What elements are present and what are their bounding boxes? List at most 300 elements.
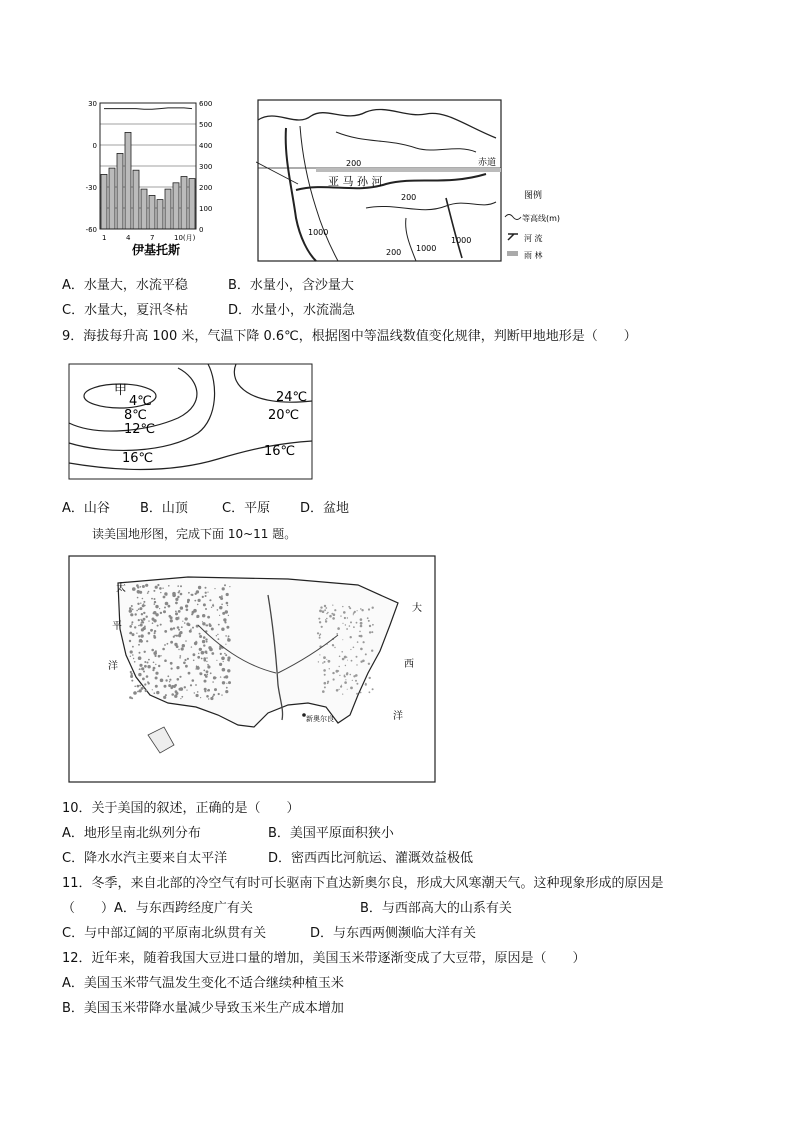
terrain-dot — [221, 595, 223, 597]
terrain-dot — [181, 696, 183, 698]
q9-option-b[interactable]: B．山顶 — [140, 501, 188, 516]
terrain-dot — [139, 607, 142, 610]
terrain-dot — [218, 693, 220, 695]
q10-option-b[interactable]: B．美国平原面积狭小 — [268, 826, 394, 841]
terrain-dot — [328, 660, 331, 663]
terrain-dot — [350, 687, 353, 690]
terrain-dot — [197, 604, 199, 606]
terrain-dot — [143, 687, 145, 689]
label-12c: 12℃ — [124, 422, 156, 437]
terrain-dot — [207, 674, 209, 676]
terrain-dot — [202, 622, 205, 625]
q10-option-a[interactable]: A．地形呈南北纵列分布 — [62, 826, 201, 841]
terrain-dot — [130, 675, 133, 678]
terrain-dot — [222, 612, 225, 615]
terrain-dot — [151, 598, 153, 600]
terrain-dot — [207, 690, 208, 691]
q11-option-a[interactable]: A．与东西跨经度广有关 — [114, 901, 253, 916]
terrain-dot — [319, 610, 322, 613]
y-right-tick: 200 — [199, 184, 213, 192]
terrain-dot — [169, 679, 171, 681]
q9-option-d[interactable]: D．盆地 — [300, 501, 350, 516]
terrain-dot — [162, 588, 163, 589]
precip-bar — [125, 132, 131, 229]
terrain-dot — [192, 627, 194, 629]
terrain-dot — [322, 610, 325, 613]
terrain-dot — [342, 606, 343, 607]
terrain-dot — [220, 597, 223, 600]
terrain-dot — [198, 599, 201, 602]
terrain-dot — [133, 691, 137, 695]
terrain-dot — [155, 672, 158, 675]
terrain-dot — [220, 653, 222, 655]
terrain-dot — [131, 605, 133, 607]
terrain-dot — [143, 627, 146, 630]
terrain-dot — [171, 685, 174, 688]
terrain-dot — [153, 612, 155, 614]
terrain-dot — [369, 631, 371, 633]
terrain-dot — [203, 644, 205, 646]
terrain-dot — [164, 685, 167, 688]
terrain-dot — [143, 612, 145, 614]
terrain-dot — [153, 619, 156, 622]
precip-bar — [133, 170, 139, 229]
y-left-tick: -60 — [85, 226, 97, 234]
terrain-dot — [353, 614, 354, 615]
terrain-dot — [196, 615, 199, 618]
terrain-dot — [215, 677, 216, 678]
terrain-dot — [165, 679, 167, 681]
amazon-map — [256, 98, 566, 268]
terrain-dot — [365, 653, 367, 655]
terrain-dot — [133, 658, 134, 659]
terrain-dot — [324, 661, 326, 663]
terrain-dot — [347, 689, 348, 690]
terrain-dot — [176, 693, 178, 695]
terrain-dot — [151, 649, 154, 652]
terrain-dot — [132, 633, 135, 636]
terrain-dot — [180, 593, 183, 596]
terrain-dot — [228, 638, 229, 639]
q8-option-c[interactable]: C．水量大，夏汛冬枯 — [62, 303, 189, 318]
terrain-dot — [198, 653, 199, 654]
terrain-dot — [221, 628, 224, 631]
terrain-dot — [205, 675, 208, 678]
terrain-dot — [336, 633, 338, 635]
terrain-dot — [225, 690, 228, 693]
terrain-dot — [171, 668, 173, 670]
terrain-dot — [194, 600, 196, 602]
terrain-dot — [360, 608, 362, 610]
terrain-dot — [143, 671, 145, 673]
terrain-dot — [322, 662, 324, 664]
x-tick: 4 — [126, 234, 131, 242]
terrain-dot — [332, 613, 334, 615]
terrain-dot — [342, 694, 343, 695]
terrain-dot — [211, 652, 214, 655]
terrain-dot — [139, 685, 141, 687]
legend-item-river: 河 流 — [524, 234, 543, 243]
terrain-dot — [221, 606, 223, 608]
terrain-dot — [185, 605, 188, 608]
terrain-dot — [202, 640, 205, 643]
y-right-tick: 400 — [199, 142, 213, 150]
isotherm-figure — [68, 363, 314, 481]
terrain-dot — [352, 680, 353, 681]
terrain-dot — [157, 625, 159, 627]
terrain-dot — [324, 682, 327, 685]
terrain-dot — [372, 688, 374, 690]
terrain-dot — [356, 664, 357, 665]
terrain-dot — [325, 619, 326, 620]
precip-bar — [173, 183, 179, 229]
terrain-dot — [194, 642, 197, 645]
terrain-dot — [142, 598, 144, 600]
precip-bar — [109, 168, 115, 229]
terrain-dot — [225, 675, 228, 678]
terrain-dot — [137, 590, 140, 593]
terrain-dot — [203, 670, 205, 672]
precip-bar — [189, 179, 195, 229]
terrain-dot — [340, 686, 342, 688]
terrain-dot — [325, 607, 327, 609]
terrain-dot — [224, 584, 226, 586]
terrain-dot — [154, 632, 156, 634]
terrain-dot — [346, 673, 348, 675]
terrain-dot — [347, 617, 348, 618]
terrain-dot — [148, 659, 150, 661]
terrain-dot — [368, 620, 370, 622]
terrain-dot — [171, 693, 174, 696]
equator-hatch — [316, 168, 501, 172]
terrain-dot — [350, 674, 352, 676]
terrain-dot — [183, 662, 186, 665]
terrain-dot — [186, 609, 189, 612]
label-20c: 20℃ — [268, 408, 300, 423]
amazon-map-svg — [256, 98, 566, 268]
y-right-tick: 300 — [199, 163, 213, 171]
terrain-dot — [177, 678, 180, 681]
q9-option-c[interactable]: C．平原 — [222, 501, 271, 516]
q8-option-d[interactable]: D．水量小，水流湍急 — [228, 303, 356, 318]
atlantic-char-2: 西 — [404, 659, 414, 670]
terrain-dot — [165, 602, 169, 606]
terrain-dot — [185, 640, 187, 642]
terrain-dot — [179, 655, 181, 657]
q8-options-row-2 — [62, 302, 355, 319]
terrain-dot — [175, 612, 178, 615]
terrain-dot — [141, 667, 144, 670]
terrain-dot — [138, 635, 140, 637]
terrain-dot — [342, 639, 343, 640]
terrain-dot — [173, 636, 175, 638]
terrain-dot — [139, 652, 141, 654]
precip-bar — [101, 174, 107, 229]
y-right-tick: 0 — [199, 226, 204, 234]
terrain-dot — [365, 684, 367, 686]
q11-option-d[interactable]: D．与东西两侧濒临大洋有关 — [310, 926, 477, 941]
terrain-dot — [138, 673, 141, 676]
label-16c-right: 16℃ — [264, 444, 296, 459]
terrain-dot — [325, 620, 327, 622]
terrain-dot — [176, 635, 178, 637]
terrain-dot — [360, 618, 363, 621]
terrain-dot — [221, 694, 222, 695]
terrain-dot — [177, 626, 180, 629]
terrain-dot — [176, 645, 179, 648]
terrain-dot — [132, 609, 134, 611]
terrain-dot — [224, 621, 226, 623]
terrain-dot — [356, 683, 358, 685]
terrain-dot — [190, 684, 192, 686]
terrain-dot — [189, 630, 192, 633]
terrain-dot — [354, 611, 356, 613]
terrain-dot — [188, 672, 191, 675]
pacific-char-1: 太 — [116, 583, 126, 594]
intro-10-11: 读美国地形图，完成下面 10~11 题。 — [92, 527, 297, 541]
terrain-dot — [226, 683, 227, 684]
contour-legend-icon — [505, 215, 521, 220]
terrain-dot — [193, 609, 197, 613]
terrain-dot — [368, 663, 370, 665]
terrain-dot — [222, 668, 226, 672]
terrain-dot — [141, 622, 142, 623]
terrain-dot — [326, 618, 328, 620]
terrain-dot — [341, 685, 342, 686]
terrain-dot — [146, 675, 149, 678]
terrain-dot — [138, 619, 140, 621]
terrain-dot — [182, 644, 185, 647]
terrain-dot — [199, 648, 202, 651]
terrain-dot — [348, 606, 350, 608]
terrain-dot — [221, 657, 225, 661]
terrain-dot — [319, 635, 320, 636]
terrain-dot — [322, 690, 325, 693]
terrain-dot — [139, 664, 142, 667]
q8-option-b[interactable]: B．水量小，含沙量大 — [228, 278, 354, 293]
terrain-dot — [344, 675, 346, 677]
terrain-dot — [162, 648, 165, 651]
q8-option-a[interactable]: A．水量大，水流平稳 — [62, 278, 188, 293]
terrain-dot — [205, 592, 207, 594]
terrain-dot — [218, 638, 220, 640]
terrain-dot — [167, 643, 169, 645]
terrain-dot — [356, 656, 358, 658]
label-4c: 4℃ — [129, 394, 152, 409]
terrain-dot — [129, 607, 132, 610]
label-16c-left: 16℃ — [122, 451, 154, 466]
isotherm-svg — [68, 363, 314, 481]
terrain-dot — [160, 624, 162, 626]
terrain-dot — [129, 632, 131, 634]
q8-options-row-1 — [62, 277, 354, 294]
terrain-dot — [204, 680, 207, 683]
terrain-dot — [360, 648, 363, 651]
terrain-dot — [154, 601, 156, 603]
q9-option-a[interactable]: A．山谷 — [62, 501, 110, 516]
contour-label-3: 1000 — [308, 228, 329, 237]
terrain-dot — [321, 626, 323, 628]
terrain-dot — [357, 610, 358, 611]
terrain-dot — [329, 615, 332, 618]
terrain-dot — [155, 655, 157, 657]
terrain-dot — [360, 622, 363, 625]
terrain-dot — [159, 608, 160, 609]
q11-stem: 11．冬季，来自北部的冷空气有时可长驱南下直达新奥尔良，形成大风寒潮天气。这种现象形成的原因是 — [62, 876, 664, 891]
terrain-dot — [206, 652, 208, 654]
terrain-dot — [181, 626, 183, 628]
terrain-dot — [140, 603, 141, 604]
terrain-dot — [136, 633, 137, 634]
terrain-dot — [170, 662, 173, 665]
terrain-dot — [137, 685, 140, 688]
terrain-dot — [205, 608, 207, 610]
precip-bar — [149, 195, 155, 229]
terrain-dot — [175, 598, 178, 601]
terrain-dot — [184, 659, 186, 661]
terrain-dot — [343, 611, 346, 614]
contour-label-2: 200 — [401, 193, 417, 202]
terrain-dot — [196, 590, 199, 593]
terrain-dot — [138, 656, 142, 660]
terrain-dot — [173, 627, 175, 629]
precip-bar — [181, 177, 187, 230]
terrain-dot — [319, 654, 320, 655]
terrain-dot — [154, 692, 156, 694]
terrain-dot — [140, 619, 141, 620]
terrain-dot — [134, 686, 136, 688]
terrain-dot — [229, 586, 230, 587]
terrain-dot — [187, 601, 189, 603]
terrain-dot — [369, 625, 371, 627]
terrain-dot — [186, 623, 189, 626]
terrain-dot — [356, 693, 358, 695]
terrain-dot — [318, 618, 320, 620]
contour-label-6: 1000 — [451, 236, 472, 245]
q11-option-b[interactable]: B．与西部高大的山系有关 — [360, 901, 512, 916]
terrain-dot — [155, 685, 158, 688]
terrain-dot — [131, 621, 133, 623]
terrain-dot — [167, 675, 169, 677]
terrain-dot — [209, 624, 212, 627]
terrain-dot — [353, 647, 355, 649]
q12-option-b[interactable]: B．美国玉米带降水量减少导致玉米生产成本增加 — [62, 1001, 344, 1016]
terrain-dot — [227, 638, 231, 642]
terrain-dot — [178, 649, 179, 650]
terrain-dot — [334, 647, 335, 648]
terrain-dot — [141, 635, 142, 636]
legend-title: 图例 — [524, 191, 543, 201]
terrain-dot — [148, 632, 151, 635]
terrain-dot — [344, 681, 347, 684]
terrain-dot — [367, 617, 369, 619]
terrain-dot — [225, 654, 227, 656]
terrain-dot — [178, 635, 181, 638]
terrain-dot — [368, 608, 370, 610]
terrain-dot — [132, 646, 134, 648]
terrain-dot — [371, 631, 373, 633]
terrain-dot — [228, 635, 230, 637]
terrain-dot — [210, 697, 213, 700]
legend-item-contour: 等高线(m) — [522, 214, 561, 223]
terrain-dot — [205, 624, 207, 626]
terrain-dot — [188, 592, 190, 594]
legend-item-rainforest: 雨 林 — [524, 251, 543, 260]
terrain-dot — [222, 587, 225, 590]
terrain-dot — [197, 656, 200, 659]
terrain-dot — [195, 668, 196, 669]
q11-option-c[interactable]: C．与中部辽阔的平原南北纵贯有关 — [62, 926, 267, 941]
terrain-dot — [333, 678, 335, 680]
terrain-dot — [329, 668, 330, 669]
terrain-dot — [327, 681, 329, 683]
terrain-dot — [218, 624, 220, 626]
terrain-dot — [146, 616, 148, 618]
terrain-dot — [175, 684, 176, 685]
terrain-dot — [202, 614, 205, 617]
terrain-dot — [201, 658, 203, 660]
terrain-dot — [190, 629, 191, 630]
terrain-dot — [225, 635, 227, 637]
terrain-dot — [324, 609, 326, 611]
terrain-dot — [202, 621, 203, 622]
precip-bar — [117, 153, 123, 229]
terrain-dot — [137, 603, 139, 605]
terrain-dot — [152, 629, 153, 630]
q12-option-a[interactable]: A．美国玉米带气温发生变化不适合继续种植玉米 — [62, 976, 344, 991]
terrain-dot — [164, 607, 166, 609]
q11-paren: （ ） — [62, 901, 115, 916]
terrain-dot — [341, 651, 343, 653]
terrain-dot — [155, 613, 158, 616]
terrain-dot — [323, 669, 326, 672]
terrain-dot — [334, 609, 336, 611]
terrain-dot — [155, 586, 158, 589]
terrain-dot — [153, 662, 155, 664]
terrain-dot — [131, 697, 133, 699]
terrain-dot — [319, 633, 321, 635]
terrain-dot — [142, 585, 145, 588]
terrain-dot — [228, 615, 229, 616]
terrain-dot — [340, 615, 341, 616]
terrain-dot — [350, 636, 352, 638]
q10-option-d[interactable]: D．密西西比河航运、灌溉效益极低 — [268, 851, 474, 866]
terrain-dot — [163, 596, 166, 599]
terrain-dot — [213, 605, 215, 607]
terrain-dot — [202, 596, 204, 598]
q10-options-row-2 — [62, 850, 473, 867]
terrain-dot — [134, 626, 136, 628]
terrain-dot — [143, 601, 145, 603]
terrain-dot — [342, 658, 345, 661]
usa-map-svg — [68, 555, 436, 783]
terrain-dot — [178, 618, 179, 619]
terrain-dot — [179, 657, 181, 659]
terrain-dot — [203, 603, 206, 606]
terrain-dot — [154, 603, 156, 605]
terrain-dot — [350, 621, 352, 623]
terrain-dot — [139, 668, 141, 670]
x-tick: 10(月) — [174, 234, 196, 242]
terrain-dot — [178, 617, 179, 618]
terrain-dot — [361, 609, 363, 611]
terrain-dot — [144, 683, 146, 685]
terrain-dot — [203, 636, 206, 639]
terrain-dot — [177, 585, 179, 587]
q10-option-c[interactable]: C．降水水汽主要来自太平洋 — [62, 851, 228, 866]
terrain-dot — [187, 658, 189, 660]
x-tick: 7 — [150, 234, 155, 242]
